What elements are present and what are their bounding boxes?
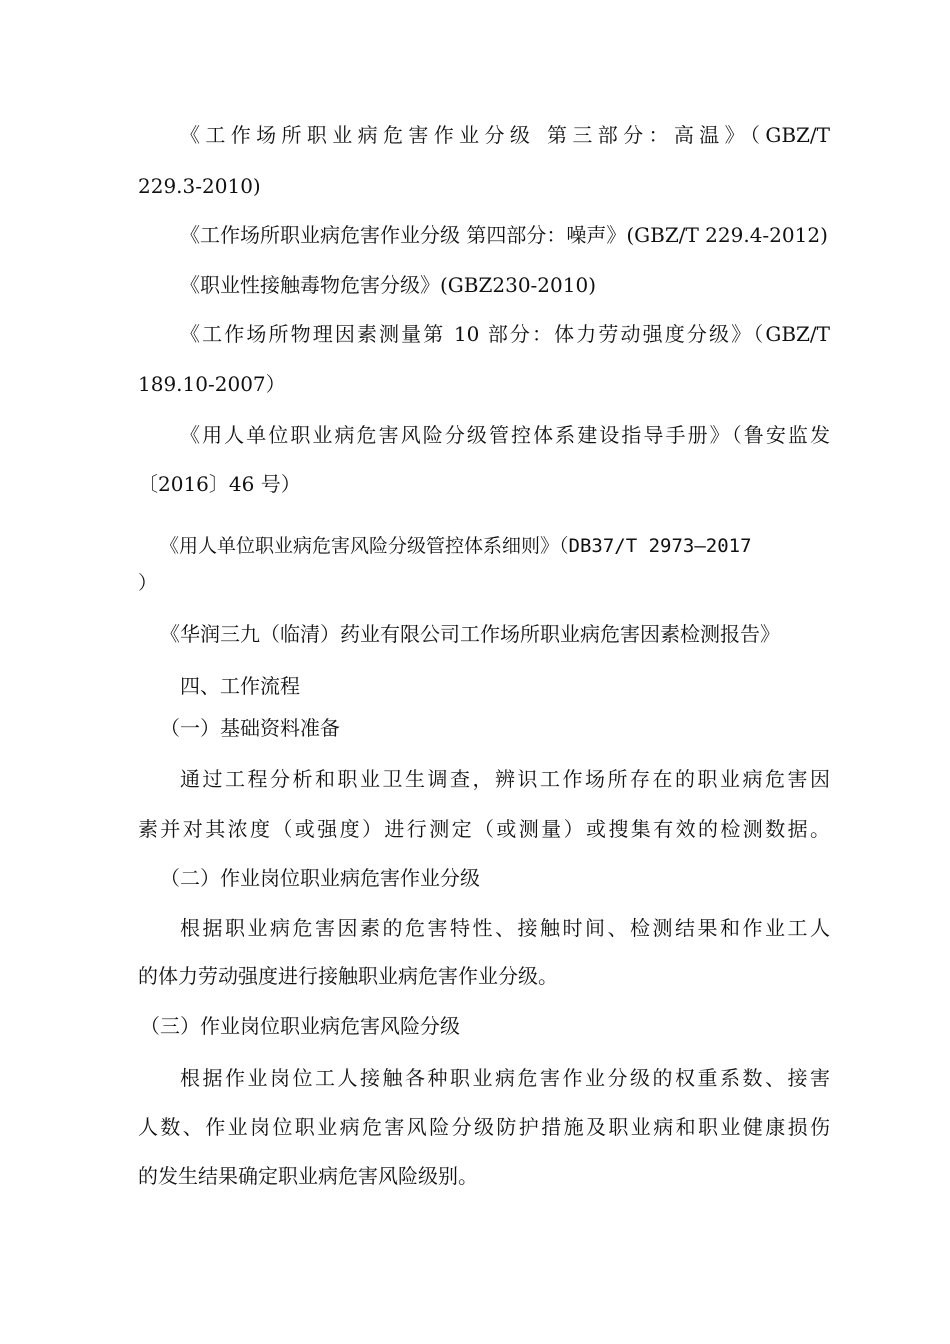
subsection-heading: （二）作业岗位职业病危害作业分级 xyxy=(160,866,480,890)
paragraph-line: 的体力劳动强度进行接触职业病危害作业分级。 xyxy=(138,964,558,988)
reference-item: 《工作场所职业病危害作业分级 第三部分：高温》（GBZ/T xyxy=(180,123,830,147)
paragraph-line: 根据职业病危害因素的危害特性、接触时间、检测结果和作业工人 xyxy=(180,916,830,940)
paragraph-line: 根据作业岗位工人接触各种职业病危害作业分级的权重系数、接害 xyxy=(180,1066,830,1090)
reference-item: 《华润三九（临清）药业有限公司工作场所职业病危害因素检测报告》 xyxy=(160,622,780,646)
reference-item-continuation: 229.3-2010) xyxy=(138,174,261,198)
reference-item: 《用人单位职业病危害风险分级管控体系细则》（DB37/T 2973—2017 xyxy=(160,535,752,557)
reference-item: 《工作场所物理因素测量第 10 部分：体力劳动强度分级》（GBZ/T xyxy=(180,322,830,346)
reference-item-continuation: 〔2016〕46 号） xyxy=(138,472,301,496)
reference-item: 《职业性接触毒物危害分级》(GBZ230-2010) xyxy=(180,273,597,297)
reference-item-continuation: 189.10-2007） xyxy=(138,372,286,396)
paragraph-line: 的发生结果确定职业病危害风险级别。 xyxy=(138,1164,478,1188)
section-heading: 四、工作流程 xyxy=(180,674,300,698)
paragraph-line: 人数、作业岗位职业病危害风险分级防护措施及职业病和职业健康损伤 xyxy=(138,1115,830,1139)
paragraph-line: 通过工程分析和职业卫生调查，辨识工作场所存在的职业病危害因 xyxy=(180,767,830,791)
reference-item-continuation: ） xyxy=(138,572,158,594)
reference-item: 《工作场所职业病危害作业分级 第四部分：噪声》(GBZ/T 229.4-2012) xyxy=(180,223,828,247)
paragraph-line: 素并对其浓度（或强度）进行测定（或测量）或搜集有效的检测数据。 xyxy=(138,817,830,841)
subsection-heading: （三）作业岗位职业病危害风险分级 xyxy=(140,1014,460,1038)
reference-item: 《用人单位职业病危害风险分级管控体系建设指导手册》（鲁安监发 xyxy=(180,423,830,447)
subsection-heading: （一）基础资料准备 xyxy=(160,716,340,740)
